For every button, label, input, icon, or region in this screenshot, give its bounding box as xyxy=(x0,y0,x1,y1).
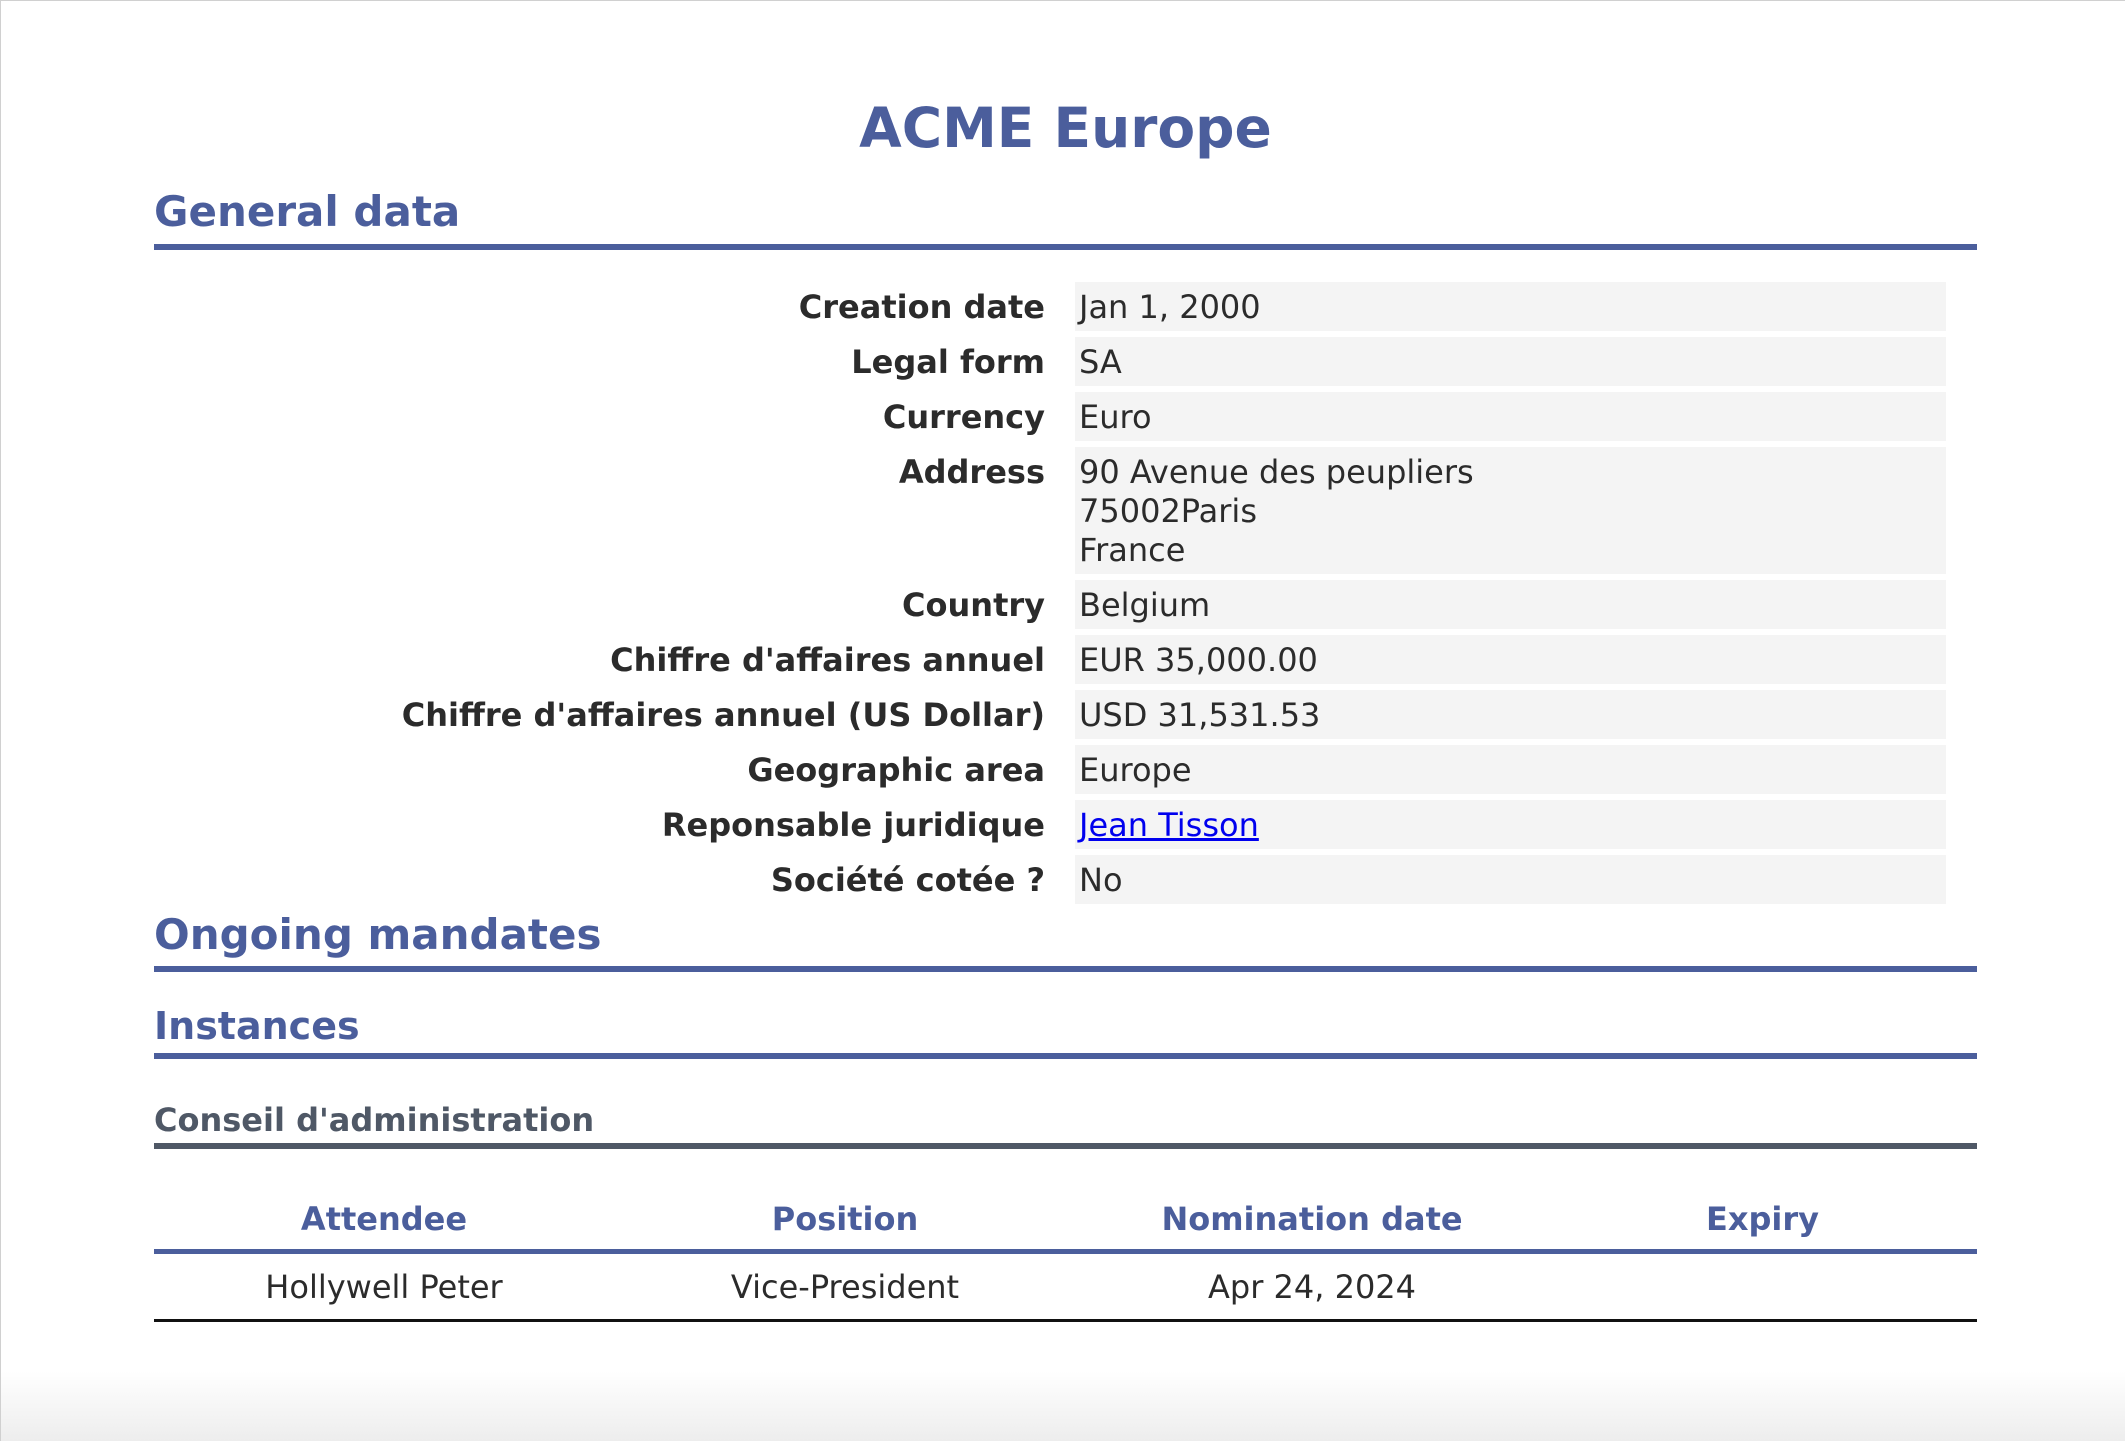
cell-expiry xyxy=(1548,1252,1977,1321)
mandates-table xyxy=(154,1189,1977,1322)
field-label: Address xyxy=(898,453,1045,491)
field-label: Chiffre d'affaires annuel (US Dollar) xyxy=(401,696,1045,734)
field-label: Chiffre d'affaires annuel xyxy=(610,641,1045,679)
field-value: USD 31,531.53 xyxy=(1075,690,1946,739)
page-title: ACME Europe xyxy=(859,96,1272,160)
field-label: Creation date xyxy=(798,288,1045,326)
page-bottom-shadow xyxy=(1,1371,2125,1441)
field-value: Euro xyxy=(1075,392,1946,441)
field-value: EUR 35,000.00 xyxy=(1075,635,1946,684)
field-label: Reponsable juridique xyxy=(661,806,1045,844)
section-heading-instances: Instances xyxy=(154,1001,1977,1059)
field-value: Europe xyxy=(1075,745,1946,794)
field-label: Geographic area xyxy=(747,751,1045,789)
column-header-position: Position xyxy=(614,1189,1076,1252)
field-label: Société cotée ? xyxy=(770,861,1045,899)
field-value: Belgium xyxy=(1075,580,1946,629)
field-value xyxy=(1075,800,1946,849)
column-header-attendee: Attendee xyxy=(154,1189,614,1252)
field-row-country xyxy=(154,580,1977,629)
field-row-geographic-area xyxy=(154,745,1977,794)
address-line-city: 75002Paris xyxy=(1079,492,1257,530)
field-row-creation-date xyxy=(154,282,1977,331)
field-row-legal-responsible xyxy=(154,800,1977,849)
field-value: Jan 1, 2000 xyxy=(1075,282,1946,331)
field-row-listed-company xyxy=(154,855,1977,904)
field-label: Country xyxy=(902,586,1045,624)
section-heading-board: Conseil d'administration xyxy=(154,1097,1977,1149)
field-row-address xyxy=(154,447,1977,574)
field-label: Legal form xyxy=(851,343,1045,381)
cell-nomination-date: Apr 24, 2024 xyxy=(1076,1252,1548,1321)
column-header-expiry: Expiry xyxy=(1548,1189,1977,1252)
table-row xyxy=(154,1252,1977,1321)
field-row-currency xyxy=(154,392,1977,441)
address-line-street: 90 Avenue des peupliers xyxy=(1079,453,1474,491)
field-row-annual-revenue-usd xyxy=(154,690,1977,739)
cell-attendee: Hollywell Peter xyxy=(154,1252,614,1321)
table-header-row xyxy=(154,1189,1977,1252)
field-label: Currency xyxy=(882,398,1045,436)
field-value: SA xyxy=(1075,337,1946,386)
field-row-annual-revenue xyxy=(154,635,1977,684)
legal-responsible-link[interactable]: Jean Tisson xyxy=(1079,806,1259,844)
field-row-legal-form xyxy=(154,337,1977,386)
column-header-nomination-date: Nomination date xyxy=(1076,1189,1548,1252)
field-value: No xyxy=(1075,855,1946,904)
cell-position: Vice-President xyxy=(614,1252,1076,1321)
address-line-country: France xyxy=(1079,531,1186,569)
section-heading-general-data: General data xyxy=(154,185,1977,250)
field-value-address xyxy=(1075,447,1946,574)
general-data-fields xyxy=(154,282,1977,910)
section-heading-ongoing-mandates: Ongoing mandates xyxy=(154,907,1977,972)
